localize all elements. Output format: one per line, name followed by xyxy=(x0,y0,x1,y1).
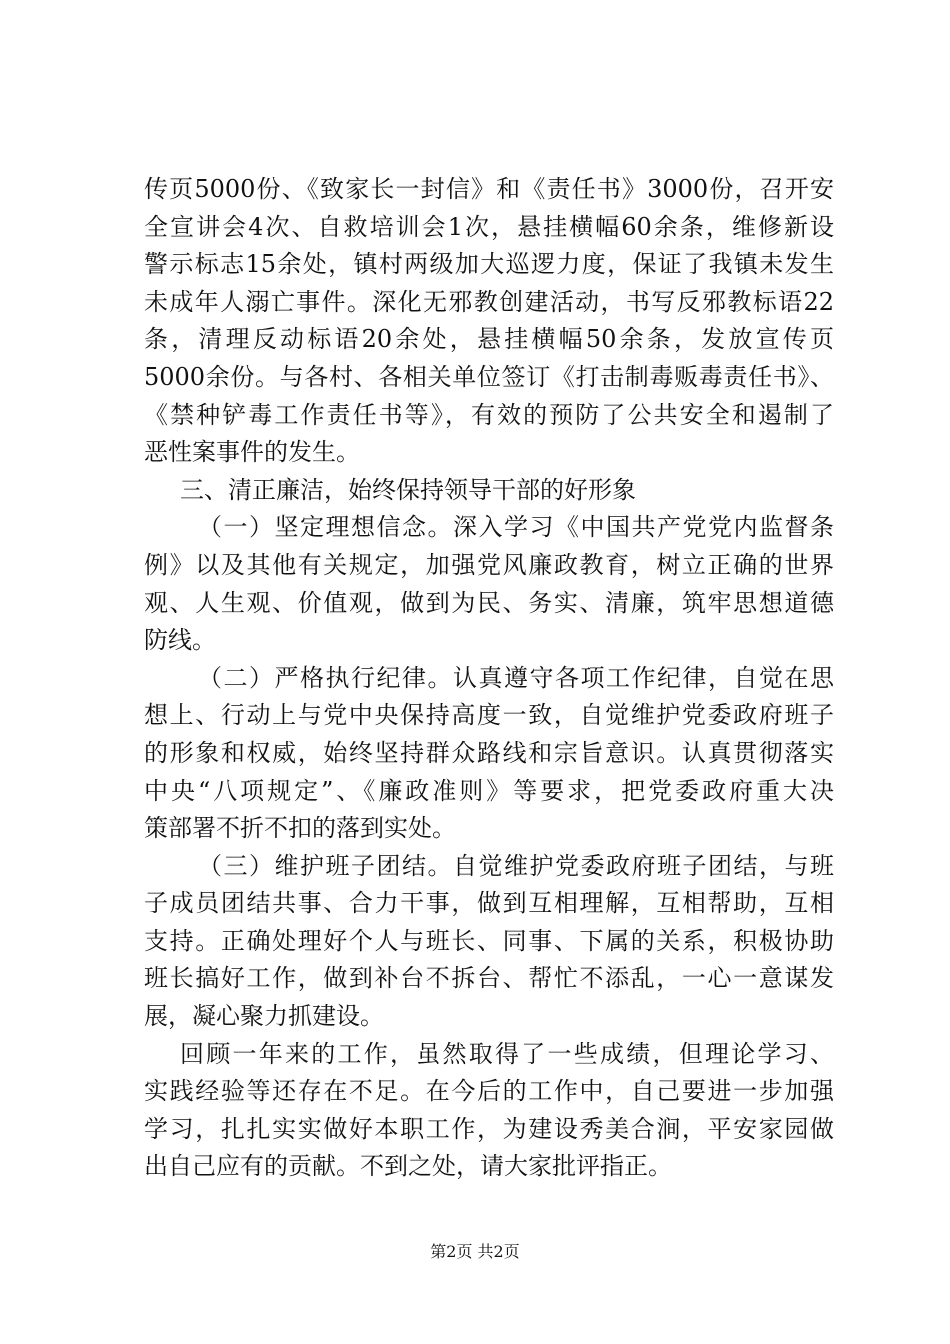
subsection-first-line: （一）坚定理想信念。深入学习《中国共产党党内监督条 xyxy=(198,513,834,542)
body-line: 展，凝心聚力抓建设。 xyxy=(144,1002,384,1031)
document-body xyxy=(144,171,834,1186)
body-line: 传页5000份、《致家长一封信》和《责任书》3000份，召开安 xyxy=(144,175,834,203)
body-line: 的形象和权威，始终坚持群众路线和宗旨意识。认真贯彻落实 xyxy=(144,738,834,767)
body-line: 策部署不折不扣的落到实处。 xyxy=(144,814,456,843)
body-line: 条，清理反动标语20余处，悬挂横幅50余条，发放宣传页 xyxy=(144,325,834,354)
body-line: 想上、行动上与党中央保持高度一致，自觉维护党委政府班子 xyxy=(144,701,834,730)
body-line: 班长搞好工作，做到补台不拆台、帮忙不添乱，一心一意谋发 xyxy=(144,964,834,993)
body-line: 例》以及其他有关规定，加强党风廉政教育，树立正确的世界 xyxy=(144,550,834,579)
subsection-first-line: （三）维护班子团结。自觉维护党委政府班子团结，与班 xyxy=(198,851,834,880)
body-line: 实践经验等还存在不足。在今后的工作中，自己要进一步加强 xyxy=(144,1077,834,1106)
body-line: 防线。 xyxy=(144,626,216,655)
body-line: 5000余份。与各村、各相关单位签订《打击制毒贩毒责任书》、 xyxy=(144,362,834,391)
body-line: 支持。正确处理好个人与班长、同事、下属的关系，积极协助 xyxy=(144,926,834,955)
body-line: 《禁种铲毒工作责任书等》，有效的预防了公共安全和遏制了 xyxy=(144,400,834,429)
page-number-footer: 第2页 共2页 xyxy=(430,1242,520,1261)
section-heading: 三、清正廉洁，始终保持领导干部的好形象 xyxy=(180,475,636,504)
body-line: 未成年人溺亡事件。深化无邪教创建活动，书写反邪教标语22 xyxy=(144,287,834,316)
body-line: 警示标志15余处，镇村两级加大巡逻力度，保证了我镇未发生 xyxy=(144,250,834,279)
paragraph-first-line: 回顾一年来的工作，虽然取得了一些成绩，但理论学习、 xyxy=(180,1039,834,1068)
body-line: 全宣讲会4次、自救培训会1次，悬挂横幅60余条，维修新设 xyxy=(144,212,834,241)
body-line: 中央“八项规定”、《廉政准则》等要求，把党委政府重大决 xyxy=(144,776,834,805)
body-line: 观、人生观、价值观，做到为民、务实、清廉，筑牢思想道德 xyxy=(144,588,834,617)
body-line: 出自己应有的贡献。不到之处，请大家批评指正。 xyxy=(144,1152,672,1181)
body-line: 恶性案事件的发生。 xyxy=(144,438,360,467)
body-line: 学习，扎扎实实做好本职工作，为建设秀美合涧，平安家园做 xyxy=(144,1114,834,1143)
subsection-first-line: （二）严格执行纪律。认真遵守各项工作纪律，自觉在思 xyxy=(198,663,834,692)
body-line: 子成员团结共事、合力干事，做到互相理解，互相帮助，互相 xyxy=(144,889,834,918)
